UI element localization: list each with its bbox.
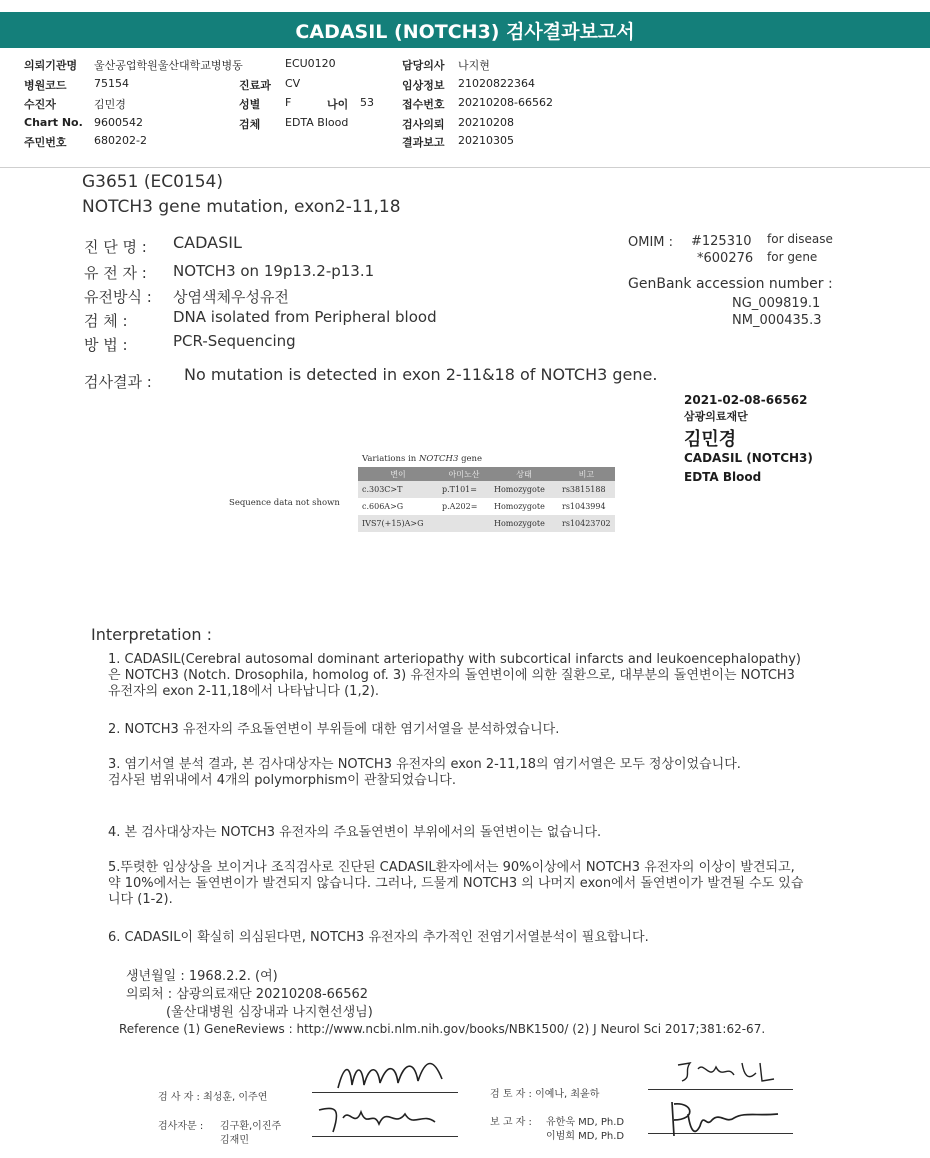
header-label: 진료과 bbox=[239, 79, 271, 92]
field-label-inheritance: 유전방식 : bbox=[84, 288, 152, 306]
header-label: 접수번호 bbox=[402, 98, 445, 111]
field-label-specimen: 검 체 : bbox=[84, 312, 128, 330]
header-value: 75154 bbox=[94, 77, 129, 90]
cell-remark: rs1043994 bbox=[562, 502, 606, 511]
omim-disease-id: #125310 bbox=[691, 234, 752, 249]
omim-disease-note: for disease bbox=[767, 232, 833, 246]
cell-variant: IVS7(+15)A>G bbox=[358, 515, 438, 532]
examiner-label: 검 사 자 : 최성훈, 이주연 bbox=[158, 1092, 268, 1103]
cell-variant: c.303C>T bbox=[358, 481, 438, 498]
report-title: CADASIL (NOTCH3) 검사결과보고서 bbox=[0, 12, 930, 48]
stamp-test: CADASIL (NOTCH3) bbox=[684, 451, 813, 465]
col-header-amino-acid: 아미노산 bbox=[438, 467, 490, 481]
header-label: 의뢰기관명 bbox=[24, 59, 78, 72]
table-row bbox=[358, 481, 615, 498]
reviewer-signature-line bbox=[648, 1089, 793, 1090]
cell-remark: rs10423702 bbox=[558, 515, 615, 532]
interpretation-item-1: 1. CADASIL(Cerebral autosomal dominant arteriopathy with subcortical infarcts and leukoencephalopathy)은 NOTCH3 (Notch. Drosophila, homolog of. 3) 유전자의 돌연변이에 의한 질환으로, 대부분의 돌연변이는 NOTCH3 유전자의 exon 2-11,18에서 나타납니다 (1,2). bbox=[108, 652, 802, 699]
field-value-gene: NOTCH3 on 19p13.2-p13.1 bbox=[173, 262, 375, 280]
reporter-label: 보 고 자 : bbox=[490, 1117, 532, 1128]
table-row bbox=[358, 515, 615, 532]
reporter-line-2: 이범희 MD, Ph.D bbox=[546, 1131, 625, 1142]
field-value-inheritance: 상염색체우성유전 bbox=[173, 288, 289, 306]
genbank-id-1: NG_009819.1 bbox=[732, 296, 821, 311]
interpretation-item-6: 6. CADASIL이 확실히 의심된다면, NOTCH3 유전자의 추가적인 전염기서열분석이 필요합니다. bbox=[108, 930, 649, 945]
result-value: No mutation is detected in exon 2-11&18 of NOTCH3 gene. bbox=[184, 365, 658, 384]
caption-suffix: gene bbox=[458, 454, 483, 464]
header-label: 나이 bbox=[327, 98, 349, 111]
reviewer-label: 검 토 자 : 이예나, 최윤하 bbox=[490, 1089, 600, 1100]
header-label: 주민번호 bbox=[24, 136, 67, 149]
header-value: 53 bbox=[360, 96, 374, 109]
header-value: 20210305 bbox=[458, 134, 514, 147]
advisor-label: 검사자문 : bbox=[158, 1121, 204, 1132]
cell-variant: c.606A>G bbox=[362, 502, 404, 511]
header-divider bbox=[0, 167, 930, 168]
stamp-specimen: EDTA Blood bbox=[684, 470, 762, 484]
header-value: EDTA Blood bbox=[285, 116, 349, 129]
requester: 의뢰처 : 삼광의료재단 20210208-66562 bbox=[126, 987, 369, 1002]
header-value: 20210208 bbox=[458, 116, 514, 129]
genbank-id-2: NM_000435.3 bbox=[732, 313, 822, 328]
col-header-status: 상태 bbox=[490, 467, 558, 481]
field-label-method: 방 법 : bbox=[84, 336, 128, 354]
variations-table bbox=[358, 467, 615, 532]
advisor-signature bbox=[315, 1098, 455, 1138]
cell-remark: rs3815188 bbox=[558, 481, 615, 498]
reporter-line-1: 유한욱 MD, Ph.D bbox=[546, 1117, 625, 1128]
test-code: G3651 (EC0154) bbox=[82, 172, 223, 192]
header-label: 결과보고 bbox=[402, 136, 445, 149]
sequence-note: Sequence data not shown bbox=[229, 498, 340, 508]
field-label-diagnosis: 진 단 명 : bbox=[84, 238, 147, 256]
header-value: 김민경 bbox=[94, 98, 126, 111]
field-label-gene: 유 전 자 : bbox=[84, 264, 147, 282]
test-name: NOTCH3 gene mutation, exon2-11,18 bbox=[82, 197, 401, 217]
caption-gene: NOTCH3 bbox=[418, 454, 459, 464]
header-value: 21020822364 bbox=[458, 77, 535, 90]
omim-label: OMIM : bbox=[628, 235, 674, 250]
stamp-patient-name: 김민경 bbox=[684, 429, 737, 450]
cell-status: Homozygote bbox=[494, 502, 545, 511]
field-value-specimen: DNA isolated from Peripheral blood bbox=[173, 308, 437, 326]
examiner-signature bbox=[330, 1053, 460, 1093]
interpretation-item-5: 5.뚜렷한 임상상을 보이거나 조직검사로 진단된 CADASIL환자에서는 90%이상에서 NOTCH3 유전자의 이상이 발견되고, 약 10%에서는 돌연변이가 발견되지 않습니다. 그러나, 드물게 NOTCH3 의 나머지 exon에서 돌연변이가 발견될 수도 있습니다 (1-2). bbox=[108, 860, 804, 907]
header-label: 병원코드 bbox=[24, 79, 67, 92]
advisor-line-1: 김구환,이진주 bbox=[220, 1121, 282, 1132]
field-value-diagnosis: CADASIL bbox=[173, 233, 242, 252]
result-label: 검사결과 : bbox=[84, 373, 152, 391]
cell-amino-acid: p.T101= bbox=[438, 481, 490, 498]
header-label: 수진자 bbox=[24, 98, 56, 111]
omim-gene-note: for gene bbox=[767, 250, 818, 264]
reviewer-signature bbox=[672, 1055, 782, 1089]
interpretation-item-4: 4. 본 검사대상자는 NOTCH3 유전자의 주요돌연변이 부위에서의 돌연변이는 없습니다. bbox=[108, 825, 602, 840]
stamp-receipt-no: 2021-02-08-66562 bbox=[684, 393, 808, 407]
header-value: 9600542 bbox=[94, 116, 143, 129]
caption-prefix: Variations in bbox=[362, 454, 419, 464]
advisor-line-2: 김재민 bbox=[220, 1135, 249, 1146]
col-header-variant: 변이 bbox=[358, 467, 438, 481]
genbank-label: GenBank accession number : bbox=[628, 276, 833, 292]
header-value: F bbox=[285, 96, 292, 109]
header-value: ECU0120 bbox=[285, 57, 336, 70]
header-label: 성별 bbox=[239, 98, 261, 111]
header-value: 680202-2 bbox=[94, 134, 147, 147]
cell-amino-acid: p.A202= bbox=[442, 502, 478, 511]
variations-caption bbox=[362, 454, 482, 464]
header-label: 검체 bbox=[239, 118, 261, 131]
interpretation-heading: Interpretation : bbox=[91, 625, 212, 644]
header-label: Chart No. bbox=[24, 116, 83, 129]
header-value: 나지현 bbox=[458, 59, 490, 72]
field-value-method: PCR-Sequencing bbox=[173, 332, 296, 350]
col-header-remark: 비고 bbox=[558, 467, 615, 481]
cell-amino-acid bbox=[438, 515, 490, 532]
table-row bbox=[358, 498, 615, 515]
header-label: 임상정보 bbox=[402, 79, 445, 92]
requester-sub: (울산대병원 심장내과 나지현선생님) bbox=[166, 1005, 373, 1020]
header-value: CV bbox=[285, 77, 301, 90]
interpretation-item-2: 2. NOTCH3 유전자의 주요돌연변이 부위들에 대한 염기서열을 분석하였습니다. bbox=[108, 722, 560, 737]
table-header-row bbox=[358, 467, 615, 481]
reference: Reference (1) GeneReviews : http://www.ncbi.nlm.nih.gov/books/NBK1500/ (2) J Neurol Sci 2017;381:62-67. bbox=[119, 1022, 766, 1036]
birth-date: 생년월일 : 1968.2.2. (여) bbox=[126, 969, 278, 984]
cell-status: Homozygote bbox=[490, 481, 558, 498]
reporter-signature bbox=[660, 1098, 790, 1140]
header-label: 검사의뢰 bbox=[402, 118, 445, 131]
stamp-institution: 삼광의료재단 bbox=[684, 410, 748, 423]
cell-status: Homozygote bbox=[490, 515, 558, 532]
header-label: 담당의사 bbox=[402, 59, 445, 72]
omim-gene-id: *600276 bbox=[697, 251, 754, 266]
header-value: 울산공업학원울산대학교병병동 bbox=[94, 59, 243, 72]
header-value: 20210208-66562 bbox=[458, 96, 553, 109]
interpretation-item-3: 3. 염기서열 분석 결과, 본 검사대상자는 NOTCH3 유전자의 exon 2-11,18의 염기서열은 모두 정상이었습니다. 검사된 범위내에서 4개의 polymorphism이 관찰되었습니다. bbox=[108, 757, 741, 788]
